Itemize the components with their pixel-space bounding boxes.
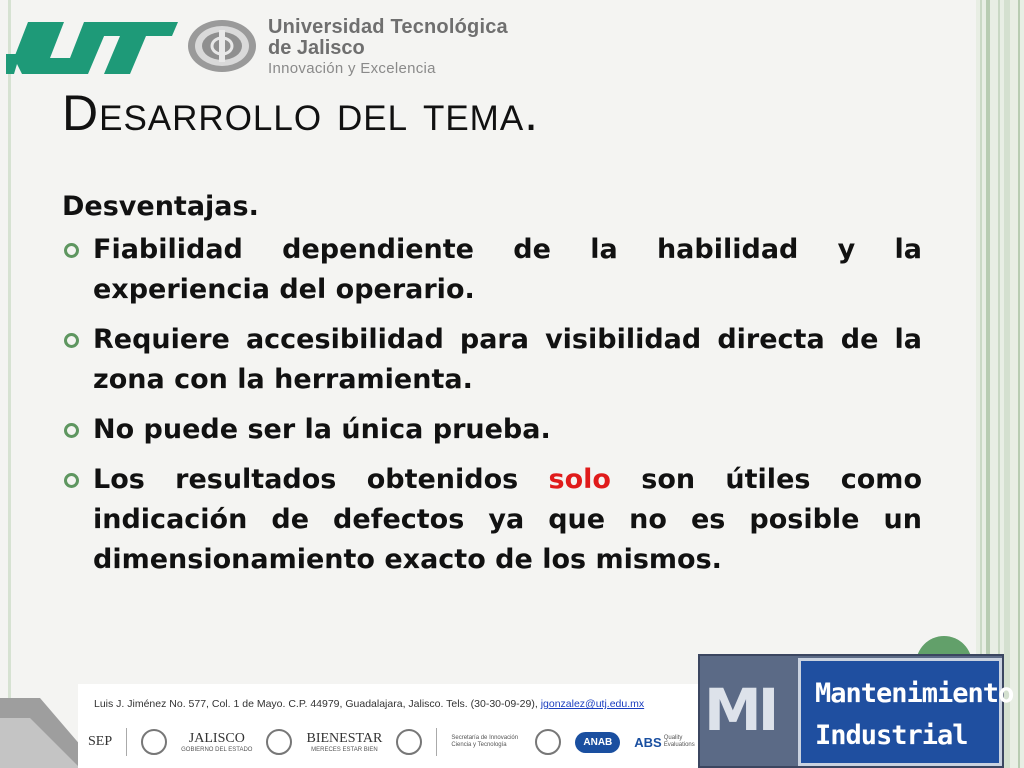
- mi-letters: MI: [704, 676, 776, 744]
- bullet-item: [62, 230, 922, 310]
- footer: [78, 684, 746, 768]
- bienestar-subtext: MERECES ESTAR BIEN: [311, 746, 378, 753]
- bienestar-text: BIENESTAR: [306, 730, 383, 746]
- divider: [436, 728, 437, 756]
- bullet-circle-icon: [64, 423, 79, 438]
- mi-panel: [798, 658, 1014, 766]
- bullet-circle-icon: [64, 473, 79, 488]
- email-link[interactable]: jgonzalez@utj.edu.mx: [540, 698, 645, 710]
- coat-of-arms-icon: [141, 729, 167, 755]
- university-seal-icon: [186, 18, 258, 74]
- emblem-icon: [266, 729, 292, 755]
- stripe: [1004, 0, 1010, 768]
- mi-line2: Industrial: [815, 720, 968, 751]
- left-decorative-line: [8, 0, 11, 700]
- right-decorative-stripes: [976, 0, 1024, 768]
- footer-address: [94, 698, 644, 710]
- stripe: [998, 0, 1000, 768]
- university-name-line2: de Jalisco: [268, 37, 365, 59]
- bullet-text-before: Los resultados obtenidos: [93, 464, 549, 495]
- university-name-line1: Universidad Tecnológica: [268, 16, 508, 38]
- stripe: [986, 0, 990, 768]
- bienestar-logo: [306, 731, 382, 754]
- jalisco-text: JALISCO: [188, 730, 245, 746]
- bullet-text: No puede ser la única prueba.: [93, 414, 551, 445]
- bullet-item: [62, 320, 922, 400]
- university-name: [268, 16, 508, 80]
- subheading: Desventajas.: [62, 191, 259, 222]
- globe-icon: [535, 729, 561, 755]
- bullet-item: [62, 460, 922, 580]
- bullet-circle-icon: [64, 333, 79, 348]
- stripe: [1018, 0, 1020, 768]
- university-logo: [6, 12, 566, 78]
- abs-text: ABS: [634, 734, 662, 750]
- bullet-list: [62, 230, 922, 580]
- bullet-text-after: son útiles como indicación de defectos ya que no es posible un dimensionamiento exacto de los mismos.: [93, 464, 922, 575]
- sponsor-logos: [88, 724, 738, 760]
- university-motto: Innovación y Excelencia: [268, 60, 436, 77]
- utj-logo-icon: [6, 18, 178, 78]
- bullet-circle-icon: [64, 243, 79, 258]
- divider: [126, 728, 127, 756]
- emblem-icon: [396, 729, 422, 755]
- jalisco-logo: [181, 731, 252, 754]
- abs-logo: [634, 735, 697, 750]
- slide-title: Desarrollo del tema.: [62, 85, 540, 141]
- highlighted-word: solo: [548, 464, 611, 495]
- sep-logo: SEP: [88, 734, 113, 749]
- secretaria-logo: Secretaría de Innovación Ciencia y Tecnología: [451, 735, 519, 748]
- anab-logo: ANAB: [575, 732, 620, 753]
- slide-content: [62, 188, 922, 590]
- abs-subtext: Quality Evaluations: [663, 735, 695, 748]
- mantenimiento-industrial-logo: [698, 654, 1014, 768]
- bullet-text: Fiabilidad dependiente de la habilidad y la experiencia del operario.: [93, 234, 922, 305]
- mi-title: [815, 673, 1013, 757]
- bullet-text: Requiere accesibilidad para visibilidad directa de la zona con la herramienta.: [93, 324, 922, 395]
- address-text: Luis J. Jiménez No. 577, Col. 1 de Mayo. C.P. 44979, Guadalajara, Jalisco. Tels. (30-30-09-29),: [94, 698, 541, 710]
- jalisco-subtext: GOBIERNO DEL ESTADO: [181, 746, 253, 753]
- stripe: [980, 0, 982, 768]
- mi-line1: Mantenimiento: [815, 678, 1014, 709]
- bullet-item: [62, 410, 922, 450]
